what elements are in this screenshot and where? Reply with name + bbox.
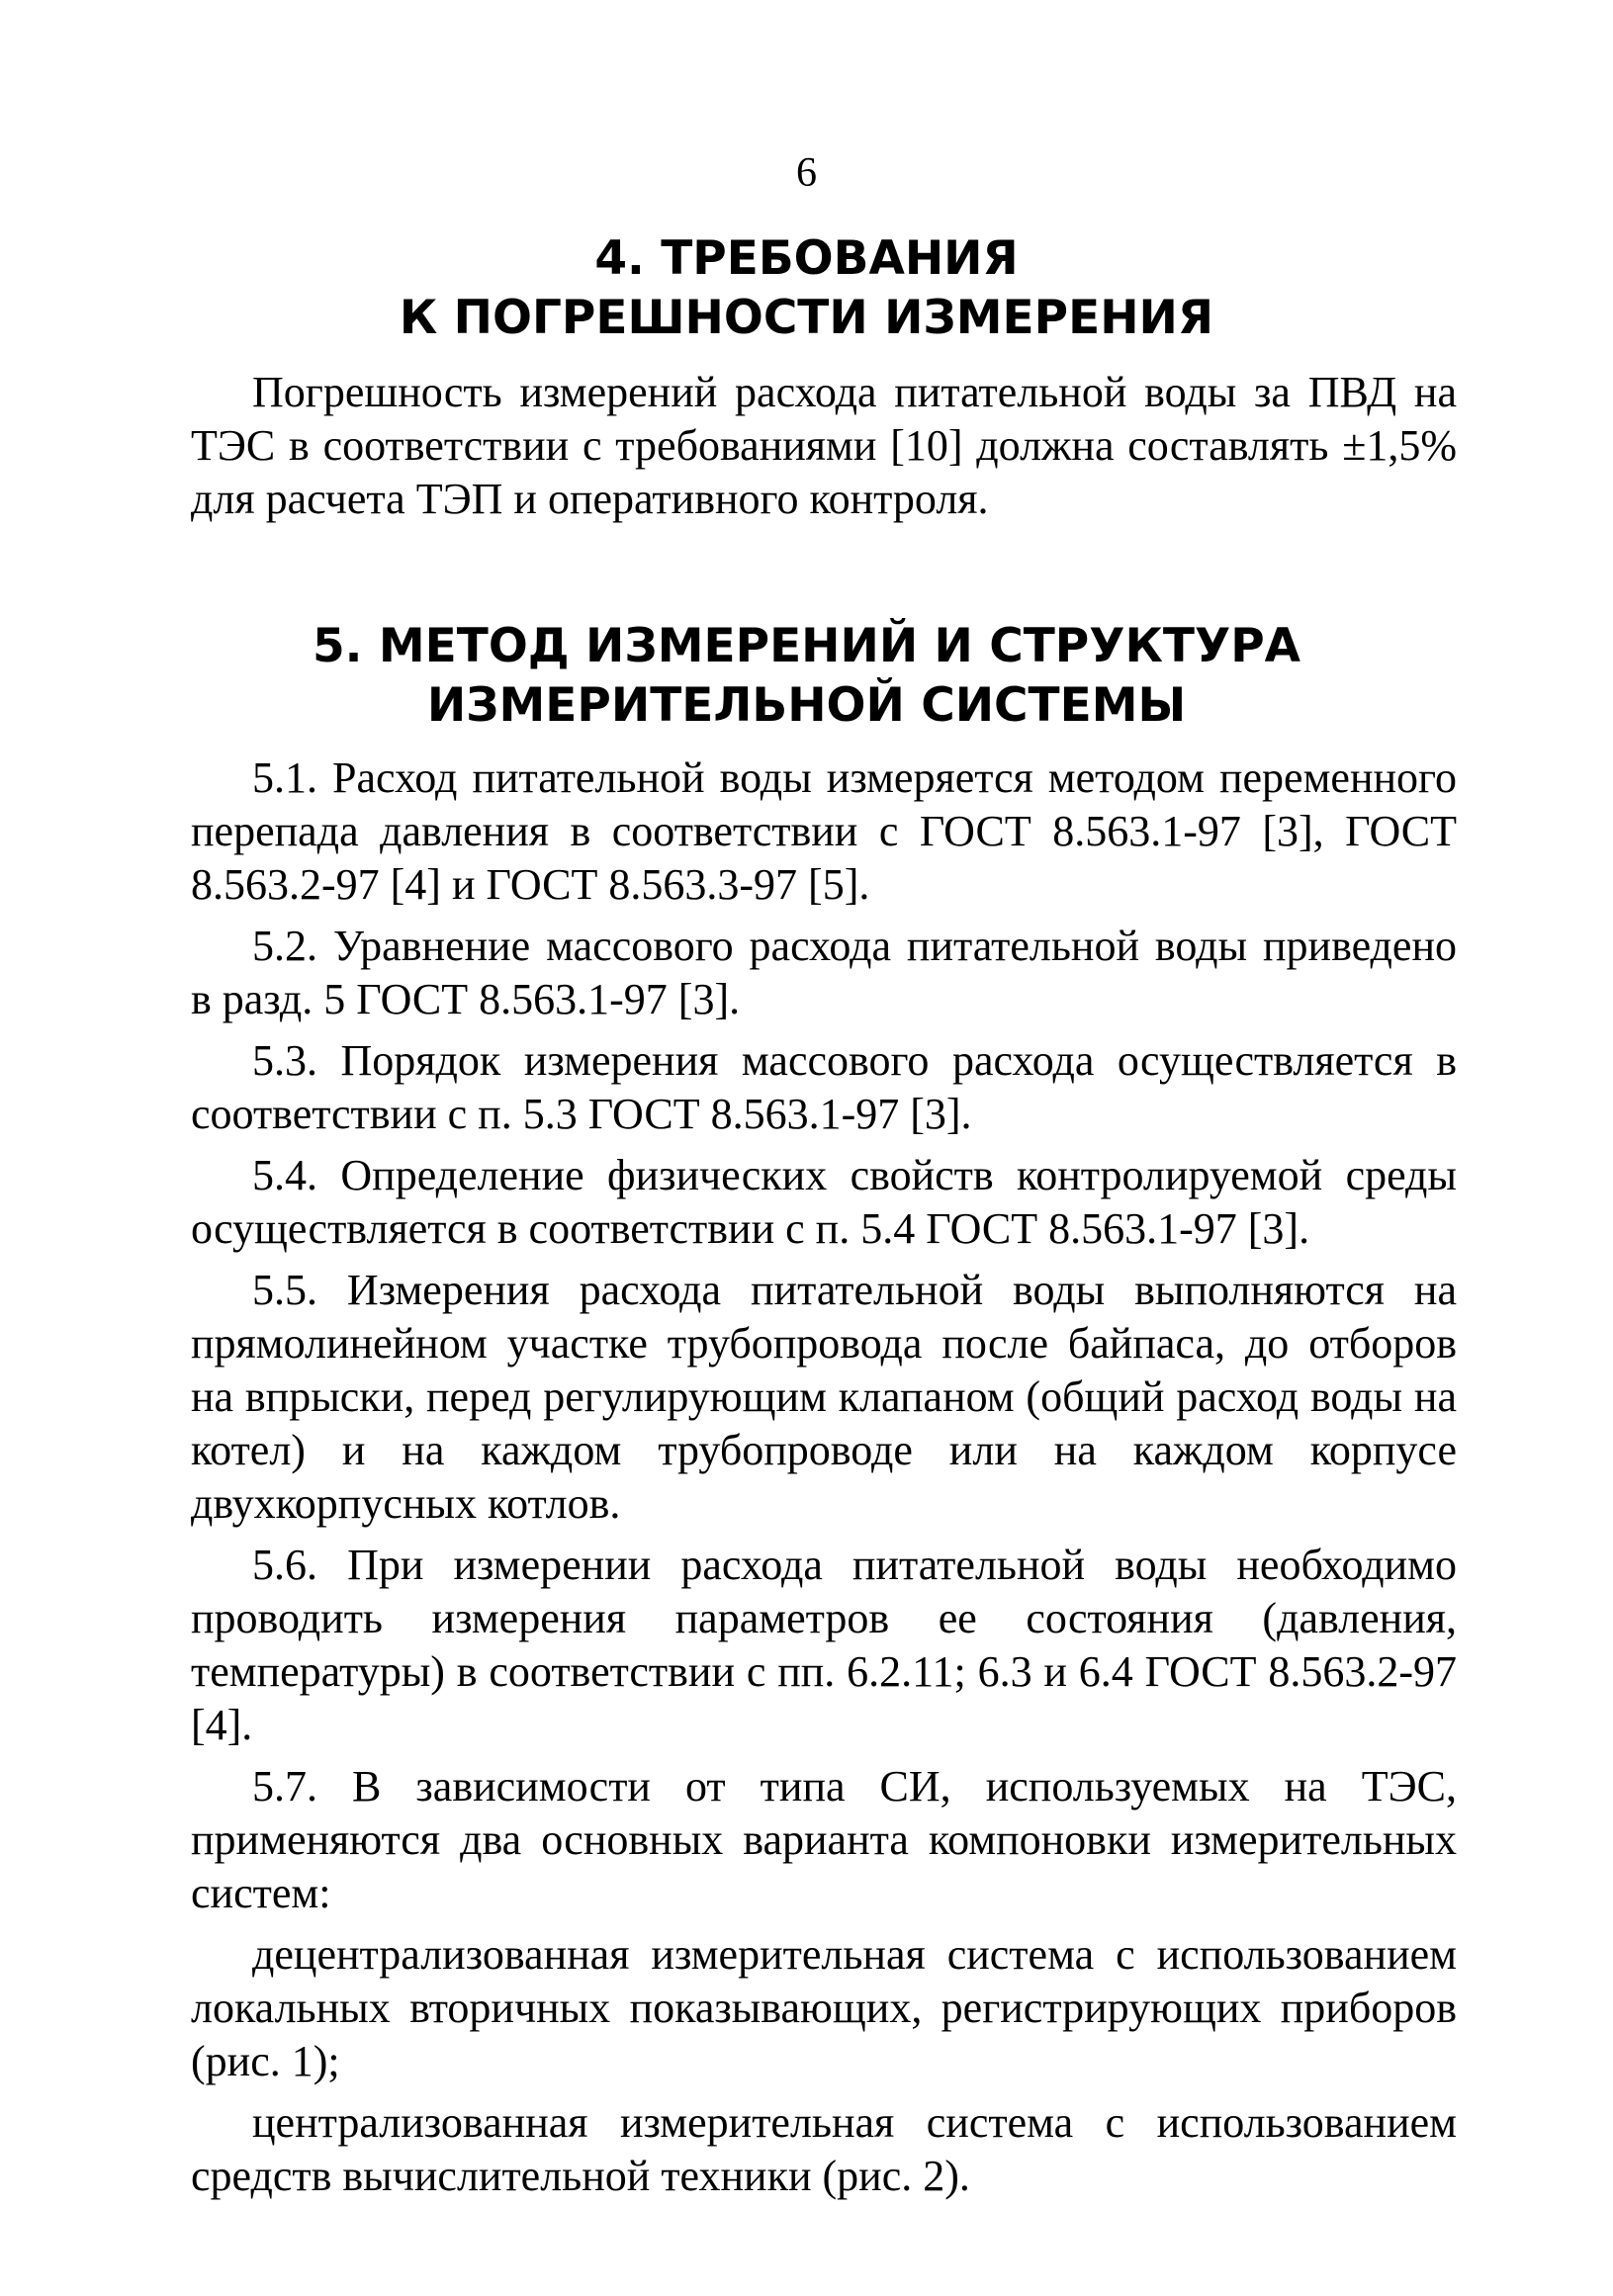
paragraph-5-6: 5.6. При измерении расхода питательной воды необходимо проводить измерения параметров ее состояния (давления, температуры) в соответствии с пп. 6.2.11; 6.3 и 6.4 ГОСТ 8.563.2-97 [4]. bbox=[191, 1541, 1457, 1749]
paragraph-5-5: 5.5. Измерения расхода питательной воды выполняются на прямолинейном участке трубопровода после байпаса, до отборов на впрыски, перед регулирующим клапаном (общий расход воды на котел) и на каждом трубопроводе или на каждом корпусе двухкорпусных котлов. bbox=[191, 1266, 1457, 1528]
section-4-heading bbox=[0, 229, 1613, 348]
paragraph-5-7: 5.7. В зависимости от типа СИ, используемых на ТЭС, применяются два основных варианта компоновки измерительных систем: bbox=[191, 1762, 1457, 1917]
paragraph-5-3: 5.3. Порядок измерения массового расхода осуществляется в соответствии с п. 5.3 ГОСТ 8.563.1-97 [3]. bbox=[191, 1036, 1457, 1138]
list-item-centralized: централизованная измерительная система с использованием средств вычислительной техники (рис. 2). bbox=[191, 2098, 1457, 2200]
list-item-decentralized: децентрализованная измерительная система с использованием локальных вторичных показывающих, регистрирующих приборов (рис. 1); bbox=[191, 1930, 1457, 2085]
page-number: 6 bbox=[796, 150, 817, 196]
section-5-heading bbox=[0, 617, 1613, 736]
paragraph-5-1: 5.1. Расход питательной воды измеряется методом переменного перепада давления в соответствии с ГОСТ 8.563.1-97 [3], ГОСТ 8.563.2-97 [4] и ГОСТ 8.563.3-97 [5]. bbox=[191, 753, 1457, 909]
section-4-title-line-1: 4. ТРЕБОВАНИЯ bbox=[594, 231, 1019, 286]
section-5-body bbox=[191, 751, 1457, 2211]
section-5-title-line-2: ИЗМЕРИТЕЛЬНОЙ СИСТЕМЫ bbox=[426, 678, 1187, 733]
section-5-title-line-1: 5. МЕТОД ИЗМЕРЕНИЙ И СТРУКТУРА bbox=[312, 619, 1301, 673]
section-4-title-line-2: К ПОГРЕШНОСТИ ИЗМЕРЕНИЯ bbox=[399, 291, 1214, 345]
section-4-paragraph: Погрешность измерений расхода питательной воды за ПВД на ТЭС в соответствии с требованиями [10] должна составлять ±1,5% для расчета ТЭП и оперативного контроля. bbox=[191, 368, 1457, 523]
paragraph-5-2: 5.2. Уравнение массового расхода питательной воды приведено в разд. 5 ГОСТ 8.563.1-97 [3]. bbox=[191, 922, 1457, 1023]
paragraph-5-4: 5.4. Определение физических свойств контролируемой среды осуществляется в соответствии с п. 5.4 ГОСТ 8.563.1-97 [3]. bbox=[191, 1151, 1457, 1253]
section-4-body bbox=[191, 366, 1457, 526]
